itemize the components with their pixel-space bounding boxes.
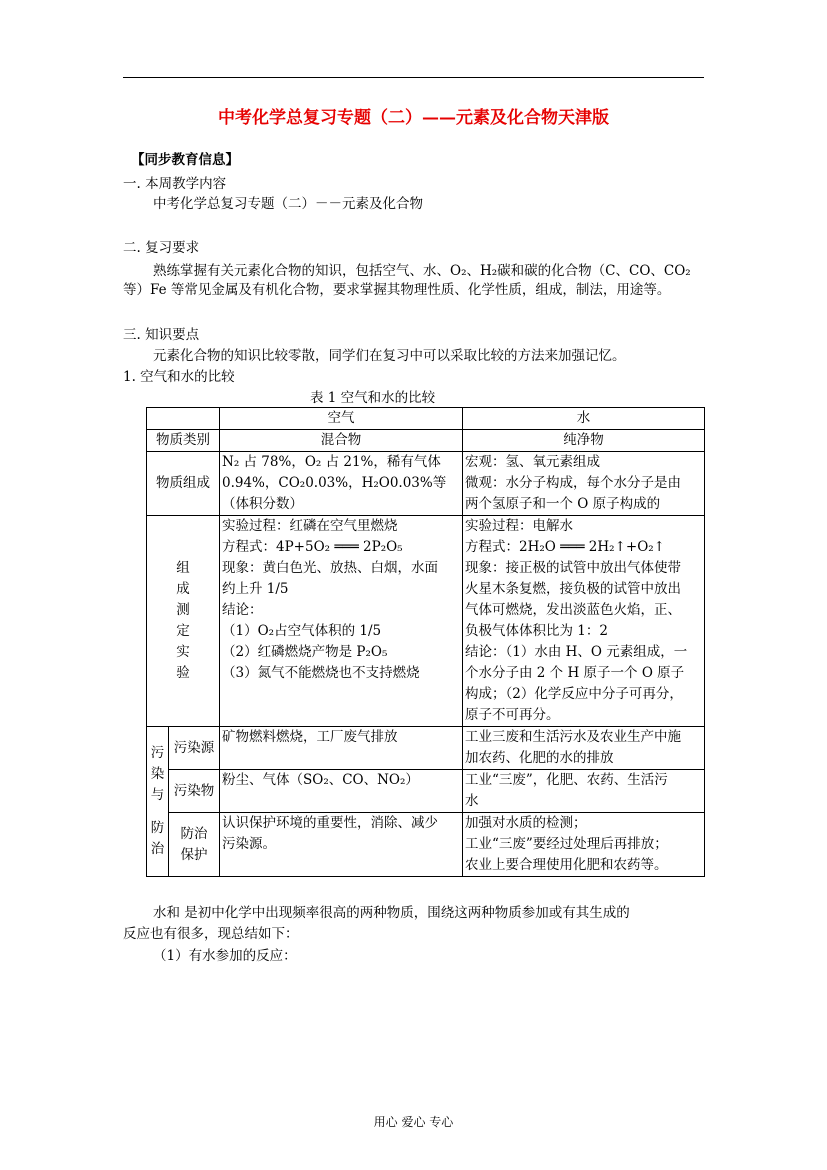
section-2-body-line2: 等）Fe 等常见金属及有机化合物，要求掌握其物理性质、化学性质，组成，制法，用途等。	[123, 282, 671, 298]
source-water: 工业三废和生活污水及农业生产中施 加农药、化肥的水的排放	[463, 727, 705, 770]
header-air: 空气	[220, 408, 463, 430]
section-3-heading: 三. 知识要点	[123, 327, 200, 343]
table-row-composition	[147, 452, 705, 516]
section-2-heading: 二. 复习要求	[123, 240, 200, 256]
top-rule	[123, 77, 704, 78]
protection-air: 认识保护环境的重要性，消除、减少 污染源。	[220, 813, 463, 877]
section-3-body: 元素化合物的知识比较零散，同学们在复习中可以采取比较的方法来加强记忆。	[153, 348, 626, 364]
category-air: 混合物	[220, 430, 463, 452]
document-title: 中考化学总复习专题（二）——元素及化合物天津版	[218, 108, 609, 128]
pollutant-water: 工业“三废”，化肥、农药、生活污 水	[463, 770, 705, 813]
row-label-pollution: 污 染 与 防 治	[147, 727, 169, 877]
table-row-pollutant	[147, 770, 705, 813]
section-header: 【同步教育信息】	[131, 152, 239, 168]
header-water: 水	[463, 408, 705, 430]
protection-water: 加强对水质的检测； 工业“三废”要经过处理后再排放； 农业上要合理使用化肥和农药等。	[463, 813, 705, 877]
row-label-experiment: 组 成 测 定 实 验	[147, 516, 220, 727]
composition-air: N₂ 占 78%，O₂ 占 21%，稀有气体 0.94%，CO₂0.03%，H₂O0.03%等 （体积分数）	[220, 452, 463, 516]
row-label-pollutant: 污染物	[169, 770, 220, 813]
section-1-heading: 一. 本周教学内容	[123, 176, 227, 192]
row-label-composition: 物质组成	[147, 452, 220, 516]
item-1-heading: 1. 空气和水的比较	[123, 369, 235, 385]
pollutant-air: 粉尘、气体（SO₂、CO、NO₂）	[220, 770, 463, 813]
table-header-row	[147, 408, 705, 430]
row-label-source: 污染源	[169, 727, 220, 770]
category-water: 纯净物	[463, 430, 705, 452]
section-2-body-line1: 熟练掌握有关元素化合物的知识，包括空气、水、O₂、H₂碳和碳的化合物（C、CO、CO₂	[153, 263, 691, 279]
table-row-protection	[147, 813, 705, 877]
source-air: 矿物燃料燃烧，工厂废气排放	[220, 727, 463, 770]
after-table-line1: 水和 是初中化学中出现频率很高的两种物质，围绕这两种物质参加或有其生成的	[153, 905, 630, 921]
table-row-experiment	[147, 516, 705, 727]
row-label-protection: 防治 保护	[169, 813, 220, 877]
experiment-water: 实验过程：电解水 方程式：2H₂O ═══ 2H₂↑+O₂↑ 现象：接正极的试管中放出气体使带 火星木条复燃，接负极的试管中放出 气体可燃烧，发出淡蓝色火焰，正、 负极气体体积比为 1：2 结论：（1）水由 H、O 元素组成，一 个水分子由 2 个 H 原子一个 O 原子 构成；（2）化学反应中分子可再分， 原子不可再分。	[463, 516, 705, 727]
after-table-line2: 反应也有很多，现总结如下：	[123, 926, 299, 942]
page-footer: 用心 爱心 专心	[373, 1115, 454, 1129]
section-1-body: 中考化学总复习专题（二）－－元素及化合物	[153, 196, 423, 212]
after-table-line3: （1）有水参加的反应：	[153, 948, 297, 964]
table-row-pollution-source	[147, 727, 705, 770]
comparison-table	[146, 407, 705, 877]
row-label-category: 物质类别	[147, 430, 220, 452]
table-caption: 表 1 空气和水的比较	[310, 390, 436, 406]
experiment-air: 实验过程：红磷在空气里燃烧 方程式：4P+5O₂ ═══ 2P₂O₅ 现象：黄白色光、放热、白烟，水面 约上升 1/5 结论： （1）O₂占空气体积的 1/5 （2）红磷燃烧产物是 P₂O₅ （3）氮气不能燃烧也不支持燃烧	[220, 516, 463, 727]
table-row-category	[147, 430, 705, 452]
composition-water: 宏观：氢、氧元素组成 微观：水分子构成，每个水分子是由 两个氢原子和一个 O 原子构成的	[463, 452, 705, 516]
